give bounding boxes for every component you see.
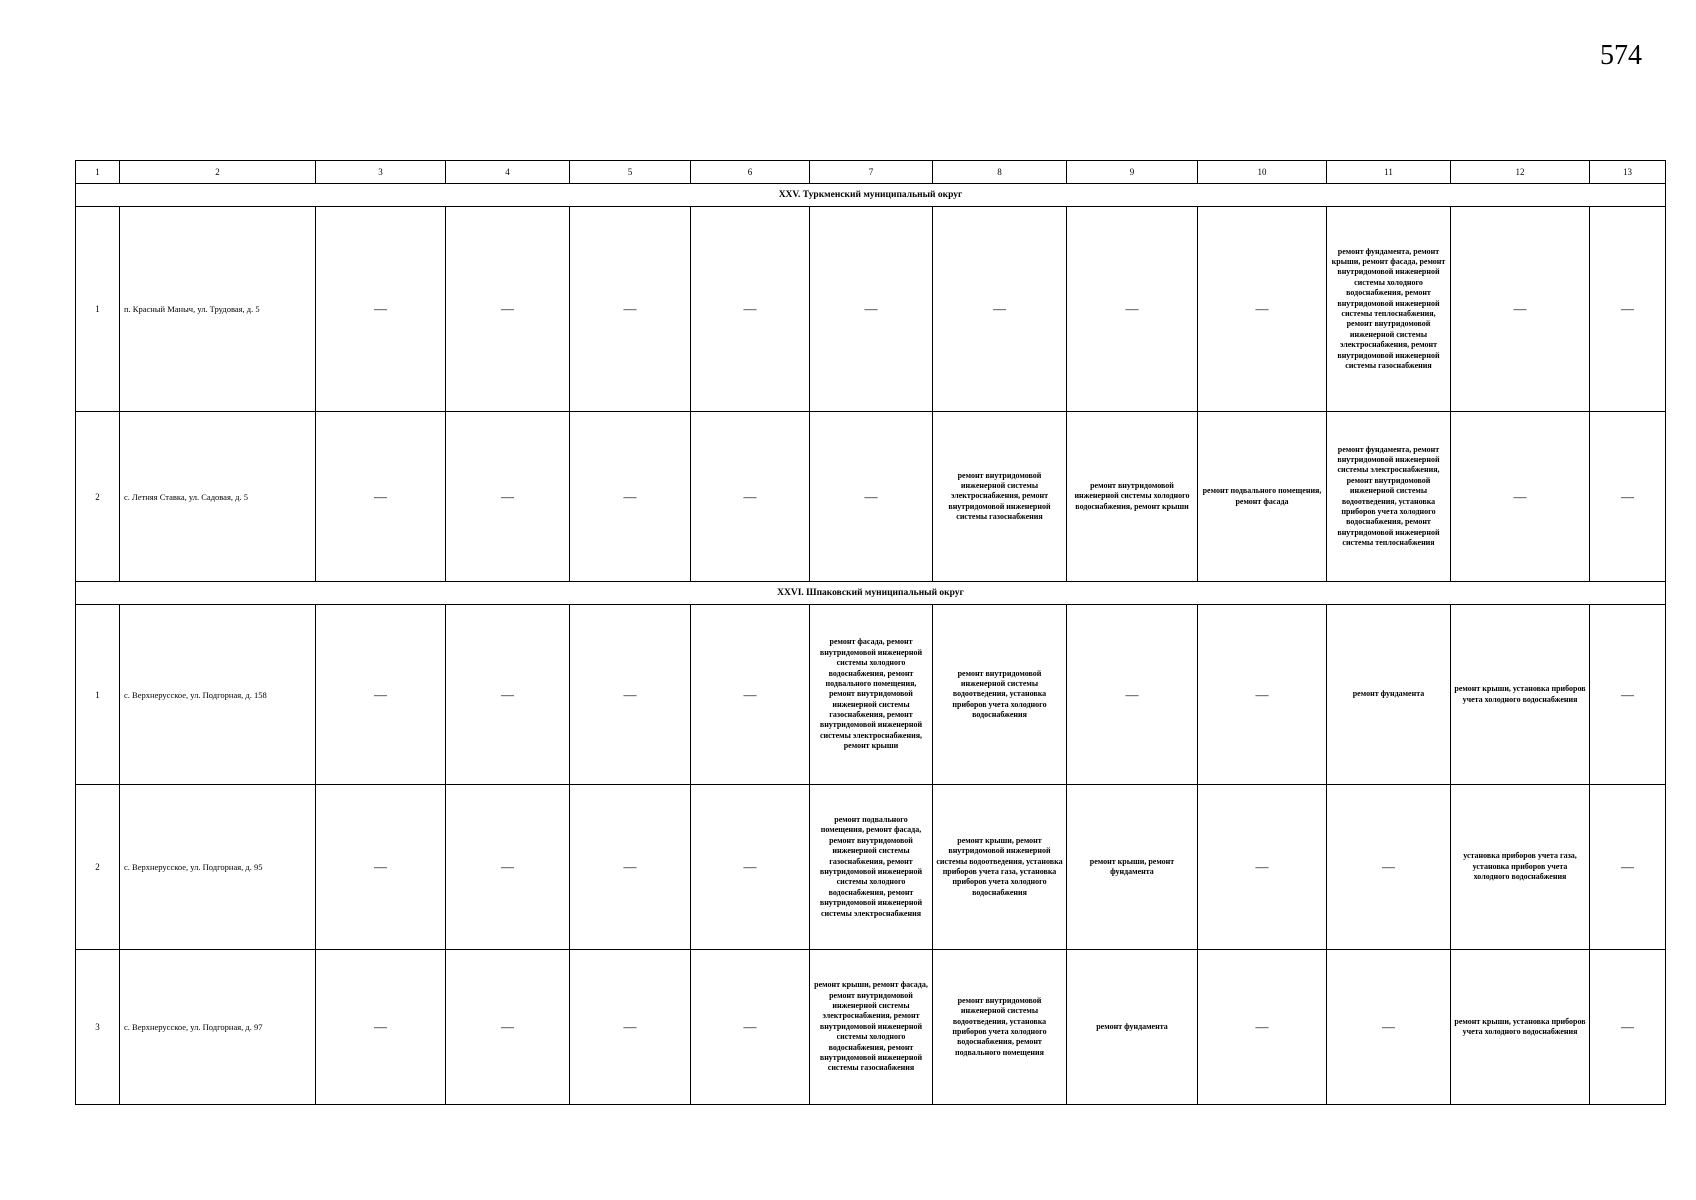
table-cell: — <box>810 207 933 412</box>
table-cell: — <box>691 412 810 582</box>
table-cell: — <box>933 207 1067 412</box>
address-cell: с. Верхнерусское, ул. Подгорная, д. 158 <box>120 605 316 785</box>
table-cell: — <box>570 412 691 582</box>
column-header: 10 <box>1198 161 1327 184</box>
work-cell: ремонт фундамента <box>1327 605 1451 785</box>
work-cell: ремонт фундамента <box>1067 950 1198 1105</box>
work-cell: ремонт крыши, установка приборов учета холодного водоснабжения <box>1451 605 1590 785</box>
table-cell: — <box>1198 605 1327 785</box>
work-cell: ремонт крыши, установка приборов учета холодного водоснабжения <box>1451 950 1590 1105</box>
table-row <box>76 605 1666 785</box>
table-cell: — <box>1327 950 1451 1105</box>
table-cell: — <box>1198 207 1327 412</box>
column-header: 4 <box>446 161 570 184</box>
column-header: 8 <box>933 161 1067 184</box>
address-cell: с. Летняя Ставка, ул. Садовая, д. 5 <box>120 412 316 582</box>
table-cell: — <box>1451 207 1590 412</box>
page-number: 574 <box>1600 40 1642 71</box>
table-cell: — <box>1590 412 1666 582</box>
work-cell: ремонт крыши, ремонт внутридомовой инженерной системы водоотведения, установка приборов учета газа, установка приборов учета холодного водоснабжения <box>933 785 1067 950</box>
table-cell: — <box>316 950 446 1105</box>
section-title: XXV. Туркменский муниципальный округ <box>76 184 1666 207</box>
row-number: 3 <box>76 950 120 1105</box>
table-cell: — <box>316 412 446 582</box>
work-cell: ремонт крыши, ремонт фундамента <box>1067 785 1198 950</box>
section-header <box>76 582 1666 605</box>
table-cell: — <box>570 785 691 950</box>
table-cell: — <box>446 785 570 950</box>
table-cell: — <box>446 207 570 412</box>
work-cell: ремонт внутридомовой инженерной системы водоотведения, установка приборов учета холодного водоснабжения, ремонт подвального помещения <box>933 950 1067 1105</box>
work-cell: установка приборов учета газа, установка приборов учета холодного водоснабжения <box>1451 785 1590 950</box>
row-number: 2 <box>76 785 120 950</box>
column-header: 2 <box>120 161 316 184</box>
row-number: 1 <box>76 207 120 412</box>
work-cell: ремонт подвального помещения, ремонт фасада, ремонт внутридомовой инженерной системы газоснабжения, ремонт внутридомовой инженерной системы холодного водоснабжения, ремонт внутридомовой инженерной системы электроснабжения <box>810 785 933 950</box>
table-row <box>76 412 1666 582</box>
table-cell: — <box>1067 207 1198 412</box>
table-cell: — <box>691 785 810 950</box>
section-header <box>76 184 1666 207</box>
section-title: XXVI. Шпаковский муниципальный округ <box>76 582 1666 605</box>
table-cell: — <box>1590 785 1666 950</box>
address-cell: с. Верхнерусское, ул. Подгорная, д. 95 <box>120 785 316 950</box>
table-cell: — <box>691 207 810 412</box>
table-cell: — <box>570 950 691 1105</box>
row-number: 1 <box>76 605 120 785</box>
address-cell: п. Красный Маныч, ул. Трудовая, д. 5 <box>120 207 316 412</box>
column-header: 13 <box>1590 161 1666 184</box>
table-cell: — <box>446 605 570 785</box>
address-cell: с. Верхнерусское, ул. Подгорная, д. 97 <box>120 950 316 1105</box>
table-row <box>76 950 1666 1105</box>
table-cell: — <box>691 950 810 1105</box>
row-number: 2 <box>76 412 120 582</box>
table-cell: — <box>1451 412 1590 582</box>
table-cell: — <box>446 412 570 582</box>
work-cell: ремонт внутридомовой инженерной системы электроснабжения, ремонт внутридомовой инженерной системы газоснабжения <box>933 412 1067 582</box>
table-row <box>76 207 1666 412</box>
column-header: 7 <box>810 161 933 184</box>
column-header: 3 <box>316 161 446 184</box>
column-header: 11 <box>1327 161 1451 184</box>
table-cell: — <box>1067 605 1198 785</box>
work-cell: ремонт фасада, ремонт внутридомовой инженерной системы холодного водоснабжения, ремонт подвального помещения, ремонт внутридомовой инженерной системы газоснабжения, ремонт внутридомовой инженерной системы электроснабжения, ремонт крыши <box>810 605 933 785</box>
table-cell: — <box>446 950 570 1105</box>
table-cell: — <box>691 605 810 785</box>
column-number-header <box>76 161 1666 184</box>
table-cell: — <box>810 412 933 582</box>
work-cell: ремонт подвального помещения, ремонт фасада <box>1198 412 1327 582</box>
work-cell: ремонт внутридомовой инженерной системы водоотведения, установка приборов учета холодного водоснабжения <box>933 605 1067 785</box>
column-header: 6 <box>691 161 810 184</box>
work-cell: ремонт фундамента, ремонт внутридомовой инженерной системы электроснабжения, ремонт внутридомовой инженерной системы водоотведения, установка приборов учета холодного водоснабжения, ремонт внутридомовой инженерной системы теплоснабжения <box>1327 412 1451 582</box>
table-cell: — <box>1590 605 1666 785</box>
table-cell: — <box>316 207 446 412</box>
table-cell: — <box>1198 785 1327 950</box>
table-cell: — <box>1198 950 1327 1105</box>
work-cell: ремонт крыши, ремонт фасада, ремонт внутридомовой инженерной системы электроснабжения, ремонт внутридомовой инженерной системы холодного водоснабжения, ремонт внутридомовой инженерной системы газоснабжения <box>810 950 933 1105</box>
table-row <box>76 785 1666 950</box>
work-cell: ремонт внутридомовой инженерной системы холодного водоснабжения, ремонт крыши <box>1067 412 1198 582</box>
repair-schedule-table <box>75 160 1666 1105</box>
table-cell: — <box>316 605 446 785</box>
table-cell: — <box>570 605 691 785</box>
table-cell: — <box>1327 785 1451 950</box>
work-cell: ремонт фундамента, ремонт крыши, ремонт фасада, ремонт внутридомовой инженерной системы холодного водоснабжения, ремонт внутридомовой инженерной системы теплоснабжения, ремонт внутридомовой инженерной системы электроснабжения, ремонт внутридомовой инженерной системы газоснабжения <box>1327 207 1451 412</box>
column-header: 9 <box>1067 161 1198 184</box>
table-cell: — <box>316 785 446 950</box>
table-cell: — <box>570 207 691 412</box>
column-header: 1 <box>76 161 120 184</box>
column-header: 5 <box>570 161 691 184</box>
table-cell: — <box>1590 950 1666 1105</box>
column-header: 12 <box>1451 161 1590 184</box>
table-cell: — <box>1590 207 1666 412</box>
